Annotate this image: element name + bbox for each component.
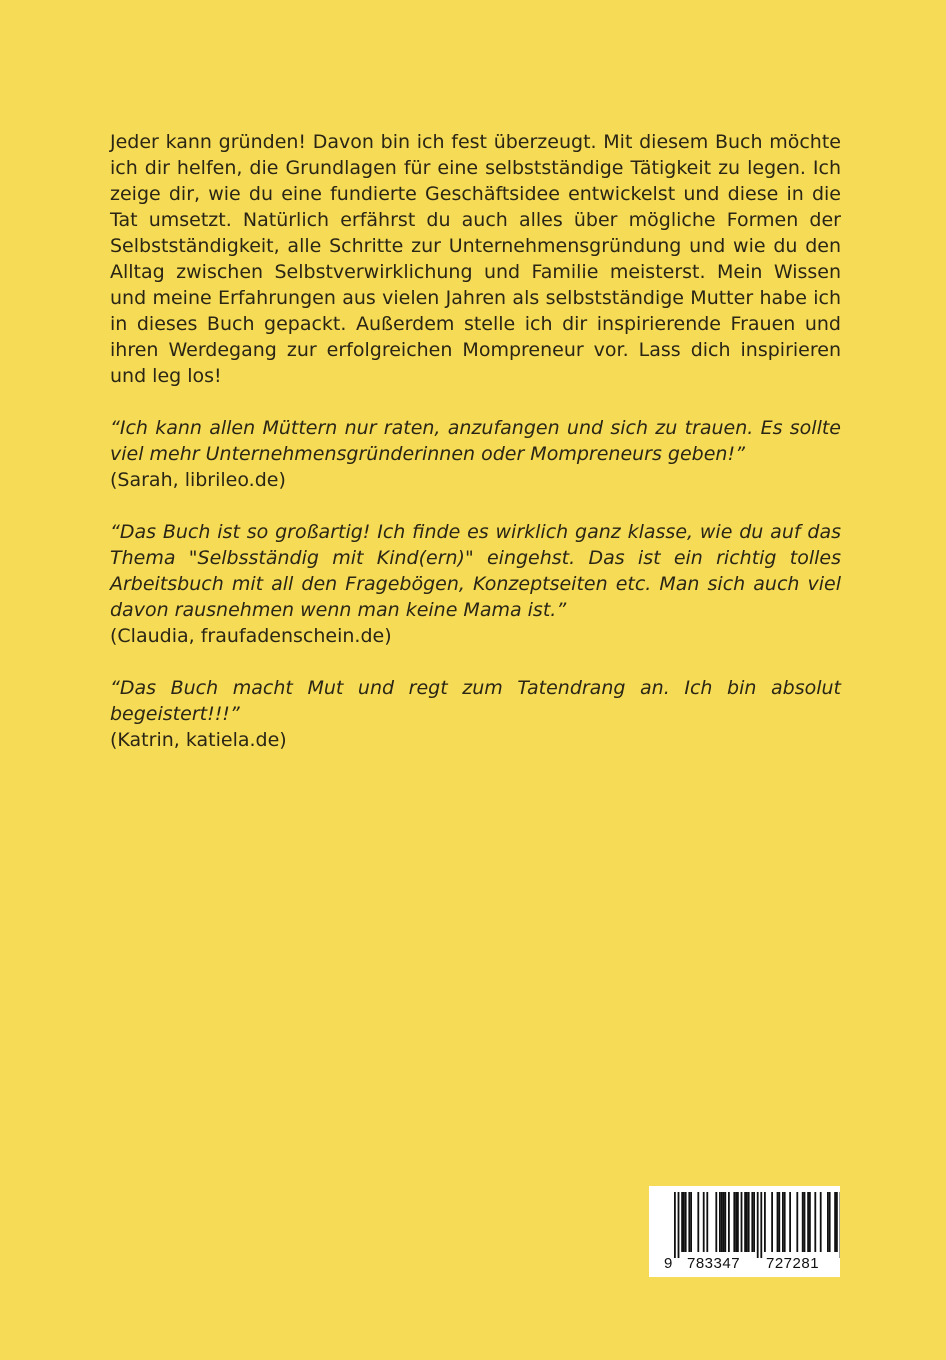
review-quote-2	[110, 519, 841, 649]
barcode-bar	[829, 1192, 831, 1252]
quote-source: (Sarah, librileo.de)	[110, 469, 286, 491]
barcode-bar	[804, 1192, 806, 1252]
barcode-bar	[789, 1192, 791, 1252]
quote-source: (Katrin, katiela.de)	[110, 729, 287, 751]
barcode-bar	[735, 1192, 737, 1252]
intro-paragraph: Jeder kann gründen! Davon bin ich fest überzeugt. Mit diesem Buch möchte ich dir helfen, die Grundlagen für eine selbstständige Tätigkeit zu legen. Ich zeige dir, wie du eine fundierte Geschäftsidee entwickelst und diese in die Tat umsetzt. Natürlich erfährst du auch alles über mögliche Formen der Selbstständigkeit, alle Schritte zur Unternehmensgründung und wie du den Alltag zwischen Selbstverwirklichung und Familie meisterst. Mein Wissen und meine Erfahrungen aus vielen Jahren als selbstständige Mutter habe ich in dieses Buch gepackt. Außerdem stelle ich dir inspirierende Frauen und ihren Werdegang zur erfolgreichen Mompreneur vor. Lass dich inspirieren und leg los!	[110, 131, 841, 387]
barcode-bar	[751, 1192, 753, 1252]
barcode-bar	[723, 1192, 725, 1252]
barcode-bar	[757, 1192, 759, 1258]
barcode-bars-graphic	[649, 1186, 840, 1258]
barcode-bar	[771, 1192, 773, 1252]
barcode-bar	[688, 1192, 690, 1252]
barcode-bar	[724, 1192, 726, 1252]
barcode-bar	[690, 1192, 692, 1252]
barcode-bar	[753, 1192, 755, 1252]
barcode-bar	[777, 1192, 779, 1252]
barcode-left-group: 783347	[687, 1255, 741, 1272]
barcode-bar	[741, 1192, 743, 1252]
barcode-bar	[802, 1192, 804, 1252]
barcode-bar	[737, 1192, 739, 1252]
barcode-bar	[728, 1192, 730, 1252]
barcode-bar	[733, 1192, 735, 1252]
barcode-bar	[703, 1192, 705, 1252]
barcode-bar	[674, 1192, 676, 1258]
barcode-bar	[748, 1192, 750, 1252]
review-quote-3	[110, 675, 841, 753]
barcode-bar	[814, 1192, 816, 1252]
back-cover-text	[110, 129, 841, 753]
barcode-bar	[685, 1192, 687, 1252]
barcode-bar	[697, 1192, 699, 1252]
barcode-bar	[715, 1192, 717, 1252]
barcode-bar	[678, 1192, 680, 1258]
quote-text: “Ich kann allen Müttern nur raten, anzufangen und sich zu trauen. Es sollte viel mehr Unternehmensgründerinnen oder Mompreneurs geben!”	[110, 417, 841, 465]
barcode-bar	[706, 1192, 708, 1252]
quote-source: (Claudia, fraufadenschein.de)	[110, 625, 392, 647]
barcode-bar	[807, 1192, 809, 1252]
barcode-bar	[719, 1192, 721, 1252]
barcode-bar	[834, 1192, 836, 1252]
quote-text: “Das Buch macht Mut und regt zum Tatendrang an. Ich bin absolut begeistert!!!”	[110, 677, 841, 725]
barcode-bar	[683, 1192, 685, 1252]
barcode-bar	[681, 1192, 683, 1252]
barcode-bar	[836, 1192, 838, 1252]
quote-text: “Das Buch ist so großartig! Ich finde es wirklich ganz klasse, wie du auf das Thema "Selbsständig mit Kind(ern)" eingehst. Das ist ein richtig tolles Arbeitsbuch mit all den Fragebögen, Konzeptseiten etc. Man sich auch viel davon rausnehmen wenn man keine Mama ist.”	[110, 521, 841, 621]
barcode-bar	[796, 1192, 798, 1252]
barcode-bar	[820, 1192, 822, 1252]
barcode-digits	[649, 1255, 840, 1273]
barcode-bar	[746, 1192, 748, 1252]
barcode-bar	[809, 1192, 811, 1252]
barcode-bar	[784, 1192, 786, 1252]
barcode-bar	[827, 1192, 829, 1252]
review-quote-1	[110, 415, 841, 493]
barcode-bar	[721, 1192, 723, 1252]
isbn-barcode	[649, 1186, 840, 1277]
barcode-bar	[778, 1192, 780, 1252]
barcode-bar	[760, 1192, 762, 1258]
barcode-right-group: 727281	[766, 1255, 820, 1272]
barcode-first-digit: 9	[664, 1255, 673, 1272]
barcode-bar	[744, 1192, 746, 1252]
barcode-bar	[782, 1192, 784, 1252]
barcode-bar	[764, 1192, 766, 1252]
